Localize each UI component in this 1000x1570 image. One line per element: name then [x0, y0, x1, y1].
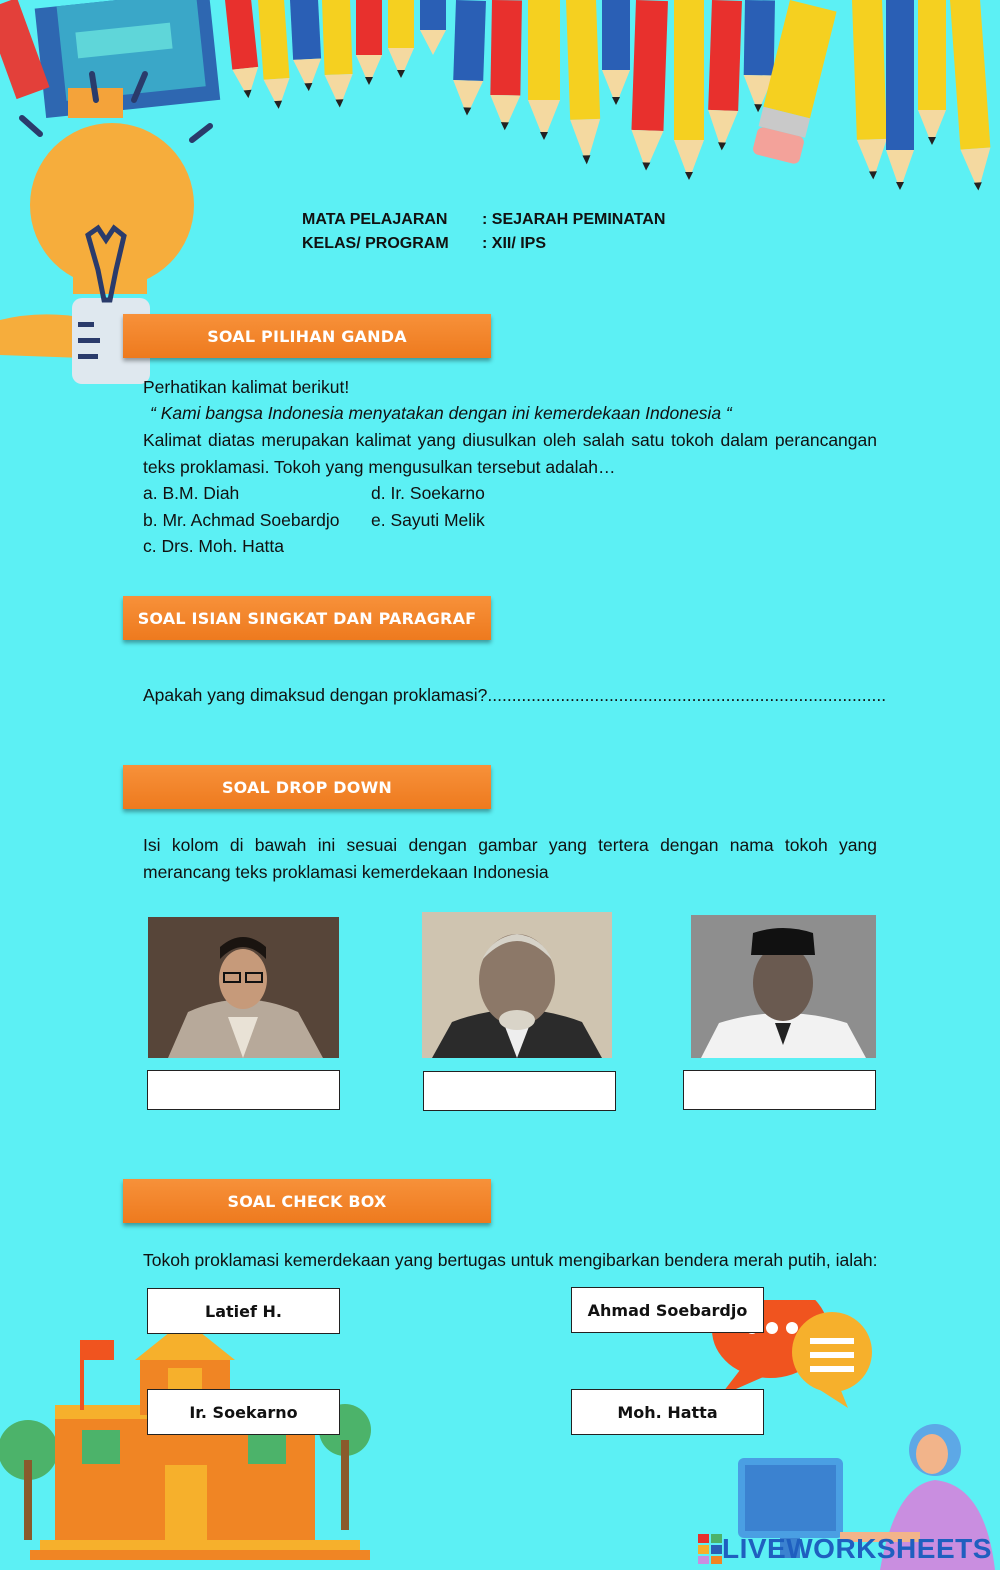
photo-figure-3 — [691, 915, 876, 1058]
subject-info — [302, 208, 665, 256]
dropdown-answer-2[interactable] — [423, 1071, 616, 1111]
checkbox-question: Tokoh proklamasi kemerdekaan yang bertugas untuk mengibarkan bendera merah putih, ialah: — [143, 1250, 878, 1270]
pg-option-c[interactable]: c. Drs. Moh. Hatta — [143, 536, 285, 556]
logo-icon — [698, 1534, 722, 1564]
class-value: : XII/ IPS — [482, 235, 547, 252]
subject-value: : SEJARAH PEMINATAN — [482, 211, 666, 228]
pg-quote: “ Kami bangsa Indonesia menyatakan dengan ini kemerdekaan Indonesia “ — [150, 403, 732, 423]
checkbox-option-latief[interactable]: Latief H. — [147, 1288, 340, 1334]
pg-intro: Perhatikan kalimat berikut! — [143, 377, 350, 397]
dropdown-answer-1[interactable] — [147, 1070, 340, 1110]
banner-dropdown: SOAL DROP DOWN — [123, 765, 491, 809]
class-row — [302, 232, 665, 256]
checkbox-option-soekarno[interactable]: Ir. Soekarno — [147, 1389, 340, 1435]
logo-text: LIVEWORKSHEETS — [722, 1533, 992, 1564]
class-key: KELAS/ PROGRAM — [302, 235, 449, 252]
subject-row — [302, 208, 665, 232]
banner-isian: SOAL ISIAN SINGKAT DAN PARAGRAF — [123, 596, 491, 640]
checkbox-option-ahmad-soebardjo[interactable]: Ahmad Soebardjo — [571, 1287, 764, 1333]
isian-question[interactable]: Apakah yang dimaksud dengan proklamasi?.................................................................................. — [143, 685, 887, 705]
photo-figure-1 — [148, 917, 339, 1058]
liveworksheets-logo[interactable] — [698, 1532, 992, 1566]
book-icon — [0, 0, 220, 118]
banner-checkbox: SOAL CHECK BOX — [123, 1179, 491, 1223]
pg-option-b[interactable]: b. Mr. Achmad Soebardjo — [143, 510, 340, 530]
photo-figure-2 — [422, 912, 612, 1058]
pg-option-a[interactable]: a. B.M. Diah — [143, 483, 240, 503]
banner-pilihan-ganda: SOAL PILIHAN GANDA — [123, 314, 491, 358]
checkbox-option-moh-hatta[interactable]: Moh. Hatta — [571, 1389, 764, 1435]
pg-question: Kalimat diatas merupakan kalimat yang diusulkan oleh salah satu tokoh dalam perancangan teks proklamasi. Tokoh yang mengusulkan tersebut adalah… — [143, 430, 877, 477]
dropdown-instruction: Isi kolom di bawah ini sesuai dengan gambar yang tertera dengan nama tokoh yang merancang teks proklamasi kemerdekaan Indonesia — [143, 835, 877, 882]
footer-decoration — [0, 1300, 1000, 1570]
pencil-icon — [225, 0, 993, 192]
dropdown-answer-3[interactable] — [683, 1070, 876, 1110]
school-icon — [0, 1320, 371, 1560]
pg-option-e[interactable]: e. Sayuti Melik — [371, 510, 485, 530]
pg-option-d[interactable]: d. Ir. Soekarno — [371, 483, 485, 503]
subject-key: MATA PELAJARAN — [302, 211, 448, 228]
